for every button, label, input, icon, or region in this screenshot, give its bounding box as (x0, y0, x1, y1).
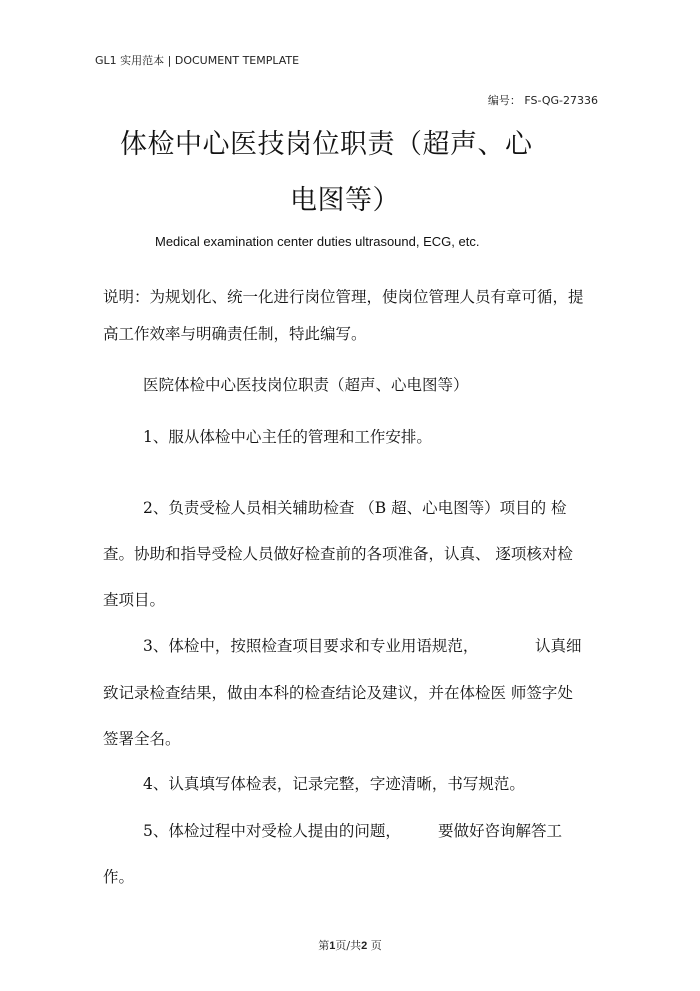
footer-total-pages: 2 (361, 940, 368, 952)
intro-line-1: 说明：为规划化、统一化进行岗位管理，使岗位管理人员有章可循，提 (103, 288, 584, 306)
duty-item-3-line-1a: 3、体检中，按照检查项目要求和专业用语规范， (143, 637, 479, 655)
footer-suffix: 页 (370, 939, 382, 952)
duty-item-3-line-2: 致记录检查结果，做由本科的检查结论及建议，并在体检医 师签字处 (103, 684, 573, 702)
duty-item-3-line-3: 签署全名。 (103, 730, 181, 748)
duty-item-3-line-1b: 认真细 (535, 637, 582, 655)
duty-item-2-line-2: 查。协助和指导受检人员做好检查前的各项准备，认真、 逐项核对检 (103, 545, 573, 563)
duty-item-5-line-2: 作。 (103, 868, 135, 886)
duty-item-5-line-1b: 要做好咨询解答工 (438, 822, 563, 840)
footer-mid: 页/共 (335, 939, 362, 952)
document-header: GL1 实用范本 | DOCUMENT TEMPLATE (95, 54, 300, 67)
duty-item-5-line-1a: 5、体检过程中对受检人提由的问题， (143, 822, 401, 840)
title-line-2: 电图等） (290, 185, 400, 216)
footer-prefix: 第 (318, 939, 330, 952)
intro-line-2: 高工作效率与明确责任制，特此编写。 (103, 325, 367, 343)
section-heading: 医院体检中心医技岗位职责（超声、心电图等） (143, 376, 469, 394)
footer-page-number: 1 (329, 940, 336, 952)
english-subtitle: Medical examination center duties ultrasound, ECG, etc. (155, 234, 480, 249)
document-number: 编号： FS-QG-27336 (487, 94, 598, 107)
duty-item-4: 4、认真填写体检表，记录完整，字迹清晰，书写规范。 (143, 775, 525, 793)
duty-item-2-line-1: 2、负责受检人员相关辅助检查 （B 超、心电图等）项目的 检 (143, 499, 567, 517)
page-footer (0, 937, 700, 953)
duty-item-1: 1、服从体检中心主任的管理和工作安排。 (143, 428, 432, 446)
title-line-1: 体检中心医技岗位职责（超声、心 (120, 129, 533, 160)
duty-item-2-line-3: 查项目。 (103, 591, 166, 609)
